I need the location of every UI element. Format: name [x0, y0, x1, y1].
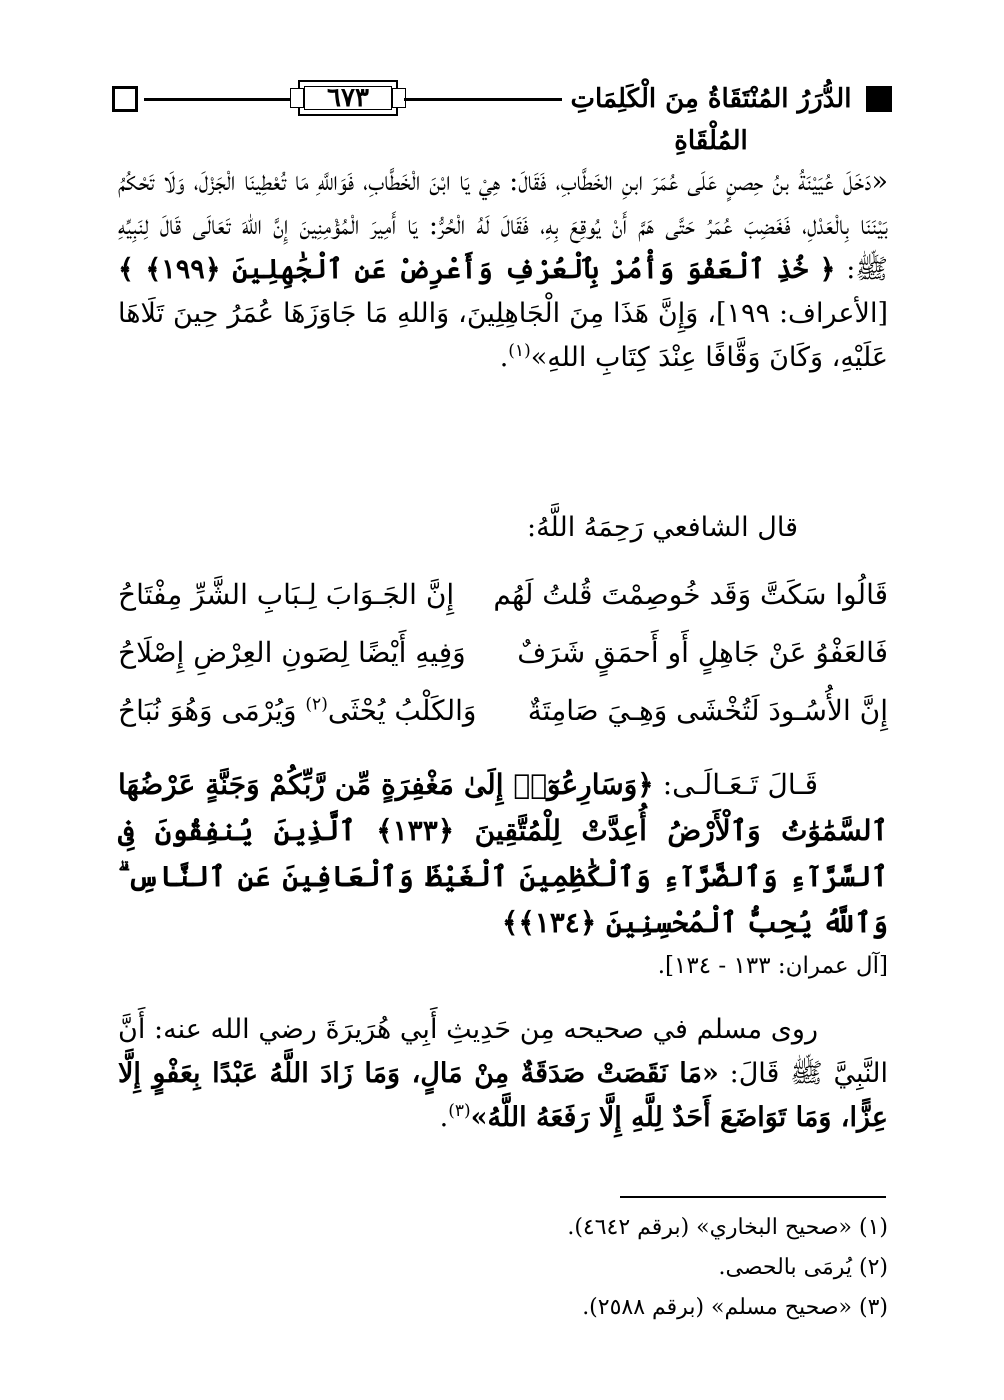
- hemistich-first: قَالُوا سَكَتَّ وَقَد خُوصِمْتَ قُلتُ لَهُم: [493, 578, 888, 611]
- poem: [118, 566, 888, 740]
- paragraph-1-rest: ، وَإِنَّ هَذَا مِنَ الْجَاهِلِينَ، وَاللهِ مَا جَاوَزَهَا عُمَرُ حِينَ تَلَاهَا عَلَيْهِ، وَكَانَ وَقَّافًا عِنْدَ كِتَابِ اللهِ»: [118, 298, 888, 373]
- book-title: الدُّرَرُ المُنْتَقَاةُ مِنَ الْكَلِمَاتِ المُلْقَاةِ: [570, 84, 852, 156]
- hemistich-second: [118, 682, 488, 740]
- footnote-ref-2[interactable]: (٢): [305, 694, 328, 715]
- header-rule-right: [404, 98, 562, 101]
- footnote-ref-3[interactable]: (٣): [448, 1101, 471, 1121]
- hemistich-second: إِنَّ الجَـوَابَ لِـبَابِ الشَّرِّ مِفْتَاحُ: [118, 578, 455, 611]
- footnote-divider: [620, 1196, 886, 1198]
- footnote-ref-1[interactable]: (١): [508, 341, 531, 361]
- footnote-2: (٢) يُرمَى بالحصى.: [718, 1255, 888, 1280]
- page-number: ٦٧٣: [327, 83, 369, 113]
- quran-verse-imran: ﴿وَسَارِعُوٓا۟ إِلَىٰ مَغْفِرَةٍ مِّن رَّبِّكُمْ وَجَنَّةٍ عَرْضُهَا ٱلسَّمَٰوَٰتُ وَٱلْأَرْضُ أُعِدَّتْ لِلْمُتَّقِينَ ﴿١٣٣﴾ ٱلَّذِينَ يُنفِقُونَ فِى ٱلسَّرَّآءِ وَٱلضَّرَّآءِ وَٱلْكَٰظِمِينَ ٱلْغَيْظَ وَٱلْعَافِينَ عَنِ ٱلنَّاسِ ۗ وَٱللَّهُ يُحِبُّ ٱلْمُحْسِنِينَ ﴿١٣٤﴾﴾: [118, 768, 888, 939]
- poem-verse: [118, 682, 888, 740]
- verse-reference-imran: [آل عمران: ١٣٣ - ١٣٤].: [657, 953, 888, 979]
- footnote-1: (١) «صحيح البخاري» (برقم ٤٦٤٢).: [567, 1215, 888, 1240]
- paragraph-2: [118, 762, 888, 986]
- paragraph-3: [118, 1008, 888, 1140]
- hemistich-second: وَفِيهِ أَيْضًا لِصَونِ العِرْضِ إِصْلَاحُ: [118, 636, 466, 669]
- header-rule-left: [144, 98, 292, 101]
- paragraph-1-text: «دَخَلَ عُيَيْنَةُ بنُ حِصنٍ عَلَى عُمَرَ ابنِ الخَطَّابِ، فَقَالَ: هِيْ يَا ابْنَ الْخَطَّابِ، فَوَاللَّهِ مَا تُعْطِينَا الْجَزْلَ، وَلَا تَحْكُمُ بَيْنَنَا بِالْعَدْلِ، فَغَضِبَ عُمَرُ حَتَّى هَمَّ أَنْ يُوقِعَ بِهِ، فَقَالَ لَهُ الْحُرُّ: يَا أَمِيرَ الْمُؤْمِنِينَ إِنَّ اللهَ تَعَالَى قَالَ لِنَبِيِّهِ ﷺ:: [118, 166, 888, 285]
- paragraph-3-end: .: [439, 1102, 449, 1133]
- hemistich-first: فَالعَفْوُ عَنْ جَاهِلٍ أَو أَحمَقٍ شَرَفٌ: [517, 636, 888, 669]
- header-ornament-right: [866, 86, 892, 112]
- poem-verse: [118, 566, 888, 624]
- quran-verse-araf: ﴿ خُذِ ٱلْعَفْوَ وَأْمُرْ بِٱلْعُرْفِ وَأَعْرِضْ عَنِ ٱلْجَٰهِلِينَ ﴿١٩٩﴾ ﴾: [118, 254, 836, 285]
- hemistich-part-b: وَيُرْمَى وَهُوَ نُبَاحُ: [118, 694, 306, 727]
- page-number-frame: [298, 80, 398, 116]
- paragraph-3-intro: روى مسلم في صحيحه مِن حَدِيثِ أَبِي هُرَيرَةَ رضي الله عنه: أَنَّ النَّبِيَّ ﷺ قَالَ:: [118, 1014, 889, 1089]
- footnote-3: (٣) «صحيح مسلم» (برقم ٢٥٨٨).: [582, 1295, 888, 1320]
- header-ornament-left: [112, 86, 138, 112]
- paragraph-2-intro: قَـالَ تَـعَـالَـى:: [662, 768, 819, 801]
- hemistich-first: إِنَّ الأُسُـودَ لَتُخْشَى وَهِـيَ صَامِتَةٌ: [527, 694, 888, 727]
- footnotes: [118, 1208, 888, 1328]
- paragraph-1: «دَخَلَ عُيَيْنَةُ بنُ حِصنٍ عَلَى عُمَرَ ابنِ الخَطَّابِ، فَقَالَ: هِيْ يَا ابْنَ الْخَطَّابِ، فَوَاللَّهِ مَا تُعْطِينَا الْجَزْلَ، وَلَا تَحْكُمُ بَيْنَنَا بِالْعَدْلِ، فَغَضِبَ عُمَرُ حَتَّى هَمَّ أَنْ يُوقِعَ بِهِ، فَقَالَ لَهُ الْحُرُّ: يَا أَمِيرَ الْمُؤْمِنِينَ إِنَّ اللهَ تَعَالَى قَالَ لِنَبِيِّهِ ﷺ: ﴿ خُذِ ٱلْعَفْوَ وَأْمُرْ بِٱلْعُرْفِ وَأَعْرِضْ عَنِ ٱلْجَٰهِلِينَ ﴿١٩٩﴾ ﴾ [الأعراف: ١٩٩]، وَإِنَّ هَذَا مِنَ الْجَاهِلِينَ، وَاللهِ مَا جَاوَزَهَا عُمَرُ حِينَ تَلَاهَا عَلَيْهِ، وَكَانَ وَقَّافًا عِنْدَ كِتَابِ اللهِ»$^{(١)}$.: [118, 166, 888, 373]
- hadith-text: «مَا نَقَصَتْ صَدَقَةٌ مِنْ مَالٍ، وَمَا زَادَ اللَّهُ عَبْدًا بِعَفْوٍ إِلَّا عِزًّا، وَمَا تَوَاضَعَ أَحَدٌ لِلَّهِ إِلَّا رَفَعَهُ اللَّهُ»: [118, 1058, 888, 1133]
- poet-attribution-text: قال الشافعي رَحِمَهُ اللَّهُ:: [526, 512, 798, 543]
- verse-reference-araf: [الأعراف: ١٩٩]: [715, 298, 888, 329]
- page-header: [112, 78, 892, 156]
- poet-attribution: [118, 508, 888, 548]
- poem-verse: [118, 624, 888, 682]
- hemistich-part-a: وَالكَلْبُ يُحْثَى: [327, 694, 477, 727]
